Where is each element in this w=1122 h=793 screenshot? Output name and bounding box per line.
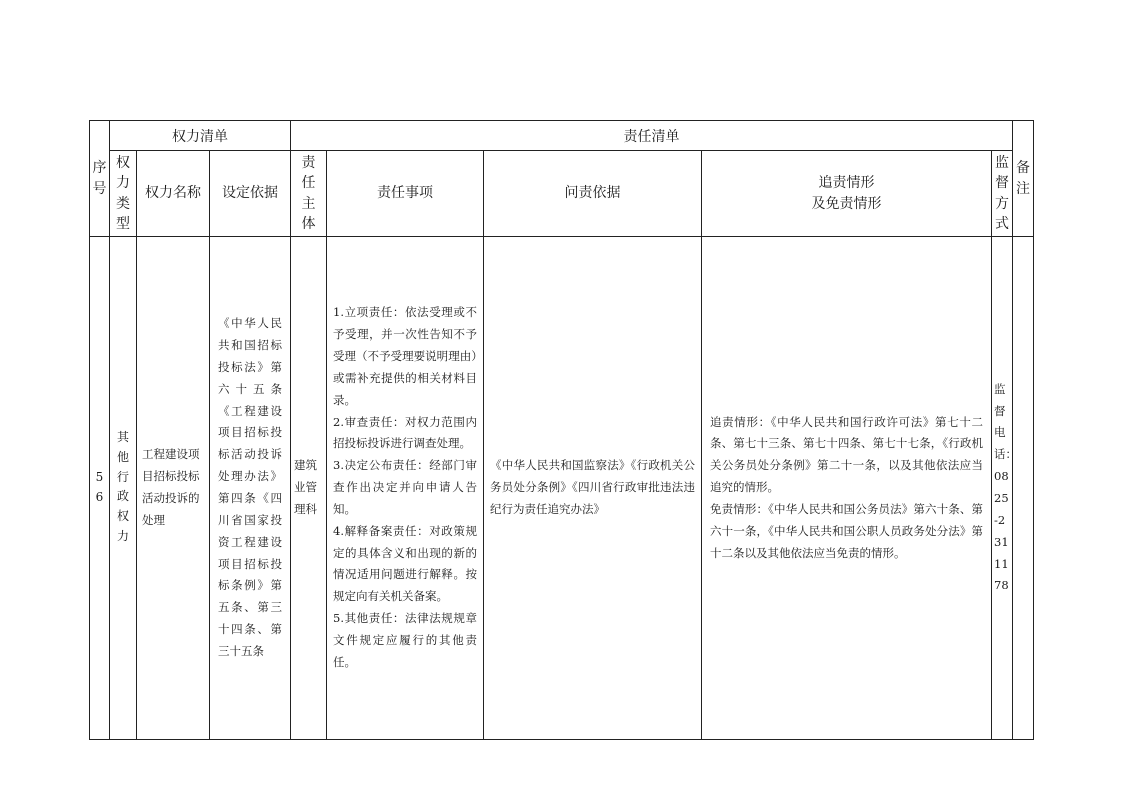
cell-remarks — [1013, 237, 1034, 740]
header-seq — [90, 121, 110, 237]
pursue-situation-text: 追责情形：《中华人民共和国行政许可法》第七十二条、第七十三条、第七十四条、第七十七条，《行政机关公务员处分条例》第二十一条，以及其他依法应当追究的情形。 — [710, 414, 983, 495]
cell-responsible-subject: 建筑业管理科 — [291, 237, 327, 740]
header-remarks-label: 备注 — [1016, 160, 1031, 197]
responsibility-item: 3.决定公布责任：经部门审查作出决定并向申请人告知。 — [333, 458, 477, 516]
cell-power-type — [110, 237, 137, 740]
cell-supervision-method: 监督电话：0825-2311178 — [992, 237, 1013, 740]
cell-pursue-situation — [702, 237, 992, 740]
header-responsibility-list: 责任清单 — [291, 121, 1013, 151]
header-accountability-basis: 问责依据 — [484, 151, 702, 237]
header-row-sub — [90, 151, 1034, 237]
header-setting-basis: 设定依据 — [210, 151, 291, 237]
header-power-type — [110, 151, 137, 237]
exemption-situation-text: 免责情形：《中华人民共和国公务员法》第六十条、第六十一条，《中华人民共和国公职人员政务处分法》第十二条以及其他依法应当免责的情形。 — [710, 501, 983, 560]
row-power-type: 其他行政权力 — [116, 430, 129, 544]
cell-responsibility-items — [327, 237, 484, 740]
header-power-list: 权力清单 — [110, 121, 291, 151]
table-row — [90, 237, 1034, 740]
responsibility-item: 4.解释备案责任：对政策规定的具体含义和出现的新的情况适用问题进行解释。按规定向有关机关备案。 — [333, 523, 477, 604]
header-pursue-line1: 追责情形 — [818, 175, 875, 192]
cell-seq — [90, 237, 110, 740]
responsibility-item: 2.审查责任：对权力范围内招投标投诉进行调查处理。 — [333, 414, 477, 451]
responsibility-item: 1.立项责任：依法受理或不予受理，并一次性告知不予受理（不予受理要说明理由）或需补充提供的相关材料目录。 — [333, 305, 477, 407]
header-remarks — [1013, 121, 1034, 237]
header-supervision-method-label: 监督方式 — [995, 154, 1010, 232]
header-supervision-method — [992, 151, 1013, 237]
row-seq: 56 — [95, 470, 104, 504]
header-responsible-subject-label: 责任主体 — [301, 154, 316, 232]
header-row-top — [90, 121, 1034, 151]
cell-setting-basis: 《中华人民共和国招标投标法》第六十五条《工程建设项目招标投标活动投诉处理办法》第四条《四川省国家投资工程建设项目招标投标条例》第五条、第三十四条、第三十五条 — [210, 237, 291, 740]
responsibility-table-container — [89, 120, 1034, 740]
header-pursue-line2: 及免责情形 — [811, 195, 882, 212]
header-power-name: 权力名称 — [137, 151, 210, 237]
header-responsibility-items: 责任事项 — [327, 151, 484, 237]
cell-power-name: 工程建设项目招标投标活动投诉的处理 — [137, 237, 210, 740]
responsibility-item: 5.其他责任：法律法规规章文件规定应履行的其他责任。 — [333, 611, 477, 669]
header-responsible-subject — [291, 151, 327, 237]
header-power-type-label: 权力类型 — [116, 154, 130, 232]
header-seq-label: 序号 — [92, 160, 107, 197]
cell-accountability-basis: 《中华人民共和国监察法》《行政机关公务员处分条例》《四川省行政审批违法违纪行为责任追究办法》 — [484, 237, 702, 740]
header-pursue-situation — [702, 151, 992, 237]
power-responsibility-table — [89, 120, 1034, 740]
